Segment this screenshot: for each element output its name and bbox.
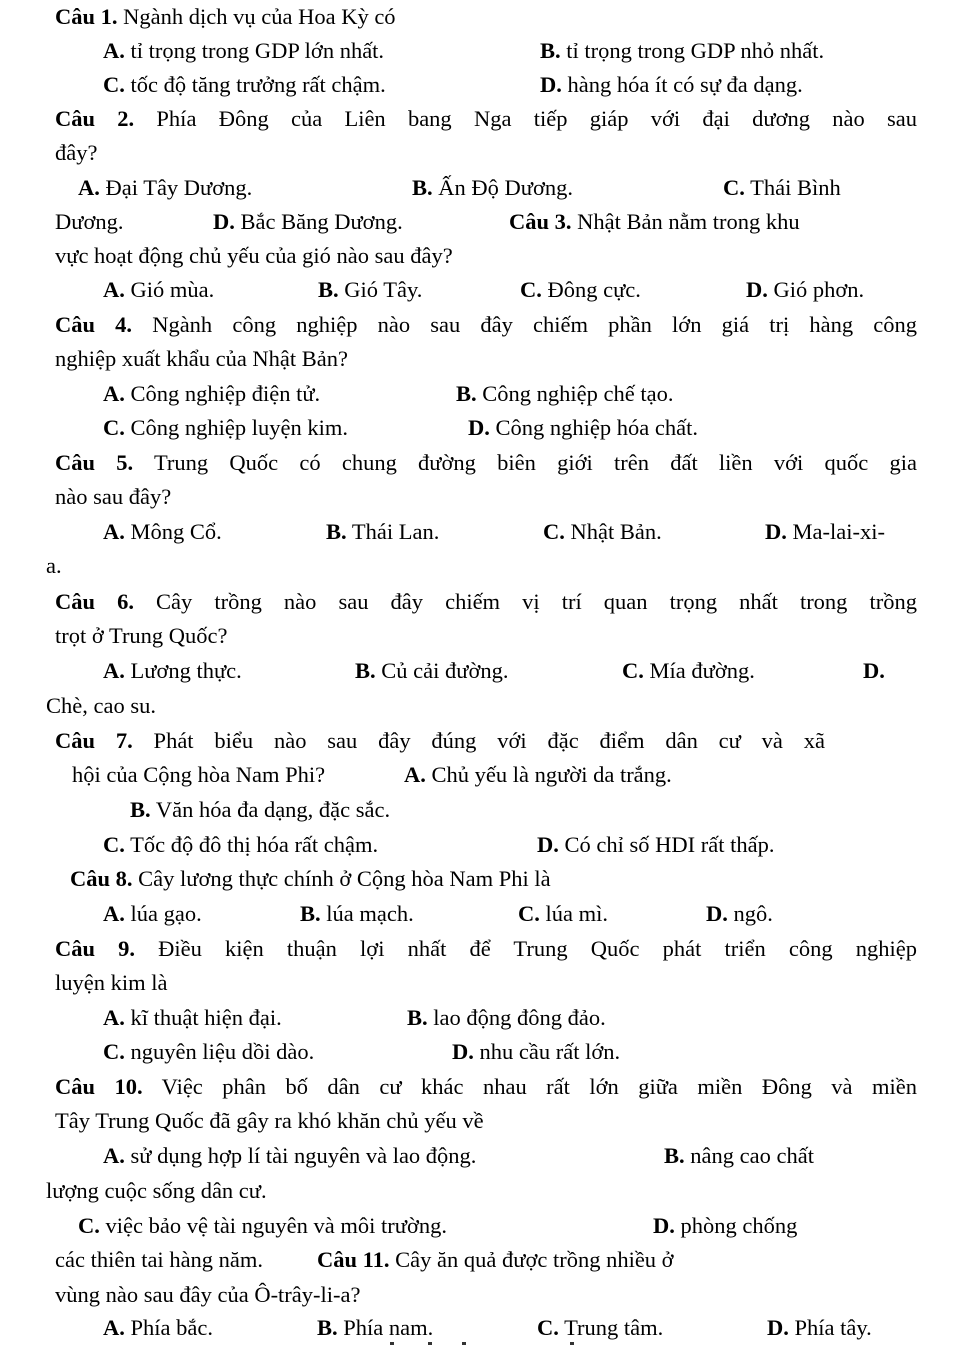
question-11-option-a [103,1311,213,1345]
option-letter: C. [537,1315,559,1340]
question-text: Ngành công nghiệp nào sau đây chiếm phần lớn giá trị hàng công [132,312,917,337]
option-text: Công nghiệp điện tử. [124,381,321,406]
question-4-option-d [468,411,698,445]
question-text: Ngành dịch vụ của Hoa Kỳ có [117,4,396,29]
question-4-option-b [456,377,673,411]
option-letter: A. [103,381,125,406]
option-text: Đại Tây Dương. [99,175,253,200]
question-8-option-b [300,897,414,931]
option-letter: D. [653,1213,675,1238]
option-text: tỉ trọng trong GDP nhỏ nhất. [560,38,825,63]
option-text: lúa mạch. [320,901,414,926]
option-text: lượng cuộc sống dân cư. [46,1178,267,1203]
option-text: Phía bắc. [124,1315,213,1340]
option-text: Trung tâm. [558,1315,664,1340]
question-2-option-b [412,171,573,205]
option-letter: C. [518,901,540,926]
question-9-option-d [452,1035,620,1069]
option-letter: C. [723,175,745,200]
question-7-stem [55,724,825,758]
option-text: tốc độ tăng trưởng rất chậm. [124,72,386,97]
question-2-option-a [78,171,252,205]
question-label: Câu 4. [55,312,133,337]
option-text: Phía tây. [788,1315,872,1340]
question-10-option-b [664,1139,814,1173]
option-letter: D. [452,1039,474,1064]
question-label: Câu 8. [70,866,133,891]
option-letter: D. [706,901,728,926]
question-label: Câu 9. [55,936,136,961]
question-6-stem [55,585,917,619]
question-text: Phát biểu nào sau đây đúng với đặc điểm dân cư và xã [132,728,825,753]
option-text: Ấn Độ Dương. [432,175,573,200]
question-5-stem [55,446,917,480]
option-text: Lương thực. [124,658,242,683]
option-letter: A. [103,1005,125,1030]
option-text: sử dụng hợp lí tài nguyên và lao động. [124,1143,477,1168]
question-10-option-d-cont [55,1243,263,1277]
option-text: Gió Tây. [338,277,423,302]
cropped-text-fragment [390,1336,580,1345]
question-5-stem-cont [55,480,171,514]
question-6-stem-cont [55,619,228,653]
question-label: Câu 6. [55,589,134,614]
option-letter: B. [130,797,151,822]
option-text: ngô. [727,901,773,926]
question-10-stem [55,1070,917,1104]
option-letter: D. [540,72,562,97]
option-letter: B. [317,1315,338,1340]
question-6-option-a [103,654,242,688]
option-letter: A. [103,1143,125,1168]
option-letter: C. [103,415,125,440]
question-10-option-a [103,1139,476,1173]
option-text: Gió phơn. [767,277,865,302]
option-letter: B. [355,658,376,683]
question-5-option-a [103,515,222,549]
question-text: nào sau đây? [55,484,172,509]
question-4-stem [55,308,917,342]
question-2-stem-cont [55,136,97,170]
question-5-option-b [326,515,439,549]
option-text: lúa mì. [539,901,608,926]
question-10-stem-cont [55,1104,484,1138]
option-text: kĩ thuật hiện đại. [124,1005,282,1030]
option-text: Đông cực. [541,277,641,302]
option-letter: B. [540,38,561,63]
question-2-stem [55,102,917,136]
question-6-option-c [622,654,755,688]
option-letter: B. [412,175,433,200]
option-letter: D. [213,209,235,234]
option-text: Thái Lan. [346,519,440,544]
question-text: trọt ở Trung Quốc? [55,623,228,648]
question-10-option-b-cont [46,1174,267,1208]
option-text: Dương. [55,209,124,234]
question-9-option-c [103,1035,314,1069]
option-letter: C. [103,1039,125,1064]
option-text: Củ cải đường. [375,658,509,683]
question-3-option-b [318,273,422,307]
question-text: Điều kiện thuận lợi nhất để Trung Quốc phát triển công nghiệp [135,936,917,961]
question-label: Câu 10. [55,1074,143,1099]
option-letter: C. [622,658,644,683]
question-text: Phía Đông của Liên bang Nga tiếp giáp với đại dương nào sau [134,106,917,131]
question-1-stem [55,0,396,34]
question-4-option-a [103,377,320,411]
option-letter: B. [300,901,321,926]
option-text: Ma-lai-xi- [786,519,885,544]
option-letter: D. [765,519,787,544]
question-label: Câu 5. [55,450,134,475]
option-letter: D. [863,658,885,683]
question-1-option-c [103,68,386,102]
question-6-option-d [863,654,885,688]
question-4-stem-cont [55,342,348,376]
option-text: Phía nam. [337,1315,434,1340]
question-7-stem-cont [72,758,325,792]
option-text: Chè, cao su. [46,693,156,718]
question-3-option-c [520,273,641,307]
option-text: nhu cầu rất lớn. [473,1039,621,1064]
option-letter: D. [537,832,559,857]
question-10-option-d [653,1209,797,1243]
question-7-option-d [537,828,774,862]
question-4-option-c [103,411,348,445]
question-label: Câu 3. [509,209,572,234]
option-text: nâng cao chất [684,1143,814,1168]
question-11-option-d [767,1311,872,1345]
question-text: Cây ăn quả được trồng nhiều ở [389,1247,674,1272]
option-letter: C. [520,277,542,302]
question-9-stem-cont [55,966,167,1000]
option-text: Văn hóa đa dạng, đặc sắc. [150,797,391,822]
question-1-option-a [103,34,384,68]
question-text: hội của Cộng hòa Nam Phi? [72,762,326,787]
option-letter: A. [103,901,125,926]
question-7-option-b [130,793,390,827]
option-text: a. [46,553,62,578]
option-letter: A. [103,38,125,63]
option-text: phòng chống [674,1213,798,1238]
question-3-option-d [746,273,864,307]
option-text: Mông Cổ. [124,519,222,544]
question-10-option-c [78,1209,447,1243]
question-9-option-a [103,1001,282,1035]
question-text: Trung Quốc có chung đường biên giới trên đất liền với quốc gia [133,450,917,475]
question-text: đây? [55,140,98,165]
option-letter: B. [664,1143,685,1168]
option-text: Thái Bình [744,175,841,200]
question-8-option-c [518,897,608,931]
option-letter: D. [746,277,768,302]
option-letter: A. [103,1315,125,1340]
option-letter: D. [468,415,490,440]
option-text: Nhật Bản. [564,519,662,544]
option-letter: A. [78,175,100,200]
question-text: Việc phân bố dân cư khác nhau rất lớn giữa miền Đông và miền [142,1074,917,1099]
option-text: Công nghiệp luyện kim. [124,415,348,440]
question-3-stem-cont [55,239,453,273]
question-text: Tây Trung Quốc đã gây ra khó khăn chủ yếu về [55,1108,484,1133]
question-1-option-b [540,34,824,68]
question-7-option-c [103,828,378,862]
question-5-option-d-cont [46,549,62,583]
option-text: lao động đông đảo. [427,1005,606,1030]
question-7-option-a [404,758,672,792]
question-text: Nhật Bản nằm trong khu [571,209,800,234]
question-text: Cây trồng nào sau đây chiếm vị trí quan trọng nhất trong trồng [133,589,917,614]
question-text: Cây lương thực chính ở Cộng hòa Nam Phi là [132,866,551,891]
question-text: nghiệp xuất khẩu của Nhật Bản? [55,346,349,371]
option-text: Gió mùa. [124,277,215,302]
question-label: Câu 2. [55,106,135,131]
question-text: vực hoạt động chủ yếu của gió nào sau đây? [55,243,453,268]
option-letter: C. [103,832,125,857]
option-letter: C. [78,1213,100,1238]
option-letter: B. [326,519,347,544]
question-2-option-c-cont [55,205,123,239]
question-text: luyện kim là [55,970,168,995]
option-text: lúa gạo. [124,901,202,926]
option-text: việc bảo vệ tài nguyên và môi trường. [99,1213,447,1238]
option-text: Tốc độ đô thị hóa rất chậm. [124,832,379,857]
option-letter: A. [404,762,426,787]
question-5-option-c [543,515,662,549]
option-text: Bắc Băng Dương. [234,209,403,234]
option-letter: D. [767,1315,789,1340]
question-text: vùng nào sau đây của Ô-trây-li-a? [55,1282,361,1307]
question-label: Câu 11. [317,1247,390,1272]
question-label: Câu 1. [55,4,118,29]
question-8-stem [70,862,551,896]
option-text: hàng hóa ít có sự đa dạng. [561,72,803,97]
question-3-option-a [103,273,214,307]
option-text: Có chỉ số HDI rất thấp. [558,832,775,857]
question-6-option-d-cont [46,689,156,723]
option-text: nguyên liệu dồi dào. [124,1039,315,1064]
question-8-option-d [706,897,773,931]
question-5-option-d [765,515,885,549]
option-text: Chủ yếu là người da trắng. [425,762,672,787]
question-9-stem [55,932,917,966]
option-letter: C. [103,72,125,97]
question-2-option-c [723,171,841,205]
question-6-option-b [355,654,508,688]
option-letter: B. [407,1005,428,1030]
question-2-option-d [213,205,403,239]
option-letter: B. [456,381,477,406]
option-letter: A. [103,658,125,683]
option-letter: C. [543,519,565,544]
option-text: tỉ trọng trong GDP lớn nhất. [124,38,385,63]
question-9-option-b [407,1001,606,1035]
option-text: các thiên tai hàng năm. [55,1247,264,1272]
question-3-stem [509,205,800,239]
question-8-option-a [103,897,202,931]
option-text: Công nghiệp hóa chất. [489,415,698,440]
question-11-stem [317,1243,674,1277]
question-11-stem-cont [55,1278,361,1312]
option-letter: A. [103,519,125,544]
option-text: Công nghiệp chế tạo. [476,381,674,406]
option-letter: B. [318,277,339,302]
question-label: Câu 7. [55,728,133,753]
option-text: Mía đường. [643,658,755,683]
option-letter: A. [103,277,125,302]
question-1-option-d [540,68,803,102]
